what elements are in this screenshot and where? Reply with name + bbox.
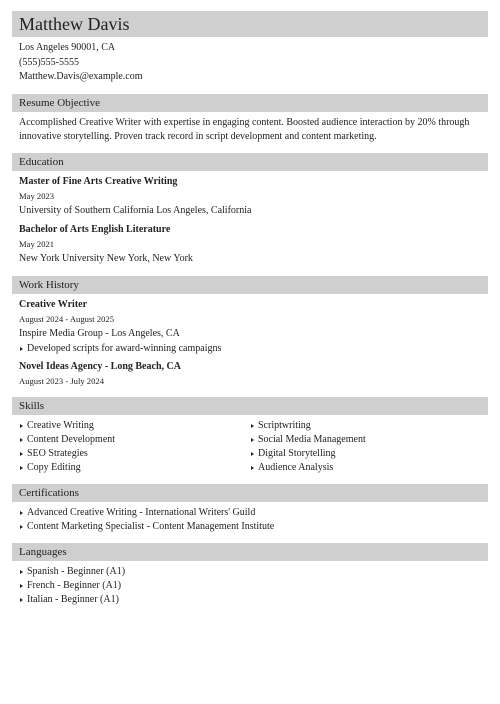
email: Matthew.Davis@example.com	[19, 71, 143, 82]
section-title: Education	[19, 155, 64, 168]
contact-info	[12, 37, 488, 85]
name-header	[12, 11, 488, 37]
skill-item: SEO Strategies	[19, 447, 250, 461]
education-entry	[19, 175, 481, 219]
skill-item: Creative Writing	[19, 419, 250, 433]
objective-text: Accomplished Creative Writer with expertise in engaging content. Boosted audience interaction by 20% through innovative storytelling. Proven track record in script development and content marketing.	[19, 116, 470, 142]
address: Los Angeles 90001, CA	[19, 42, 116, 53]
skill-item: Copy Editing	[19, 461, 250, 475]
job-dates: August 2023 - July 2024	[19, 375, 104, 386]
work-history-header	[12, 276, 488, 294]
languages-section	[12, 561, 488, 607]
certification-item: Content Marketing Specialist - Content Management Institute	[19, 520, 481, 534]
graduation-date: May 2021	[19, 238, 55, 249]
section-title: Languages	[19, 545, 67, 558]
job-title: Creative Writer	[19, 298, 88, 310]
skill-item: Social Media Management	[250, 433, 481, 447]
section-title: Certifications	[19, 486, 79, 499]
language-item: Spanish - Beginner (A1)	[19, 565, 481, 579]
skill-item: Digital Storytelling	[250, 447, 481, 461]
job-dates: August 2024 - August 2025	[19, 313, 115, 324]
school: University of Southern California Los Angeles, California	[19, 204, 252, 216]
language-item: Italian - Beginner (A1)	[19, 593, 481, 607]
certifications-list	[19, 506, 481, 534]
language-item: French - Beginner (A1)	[19, 579, 481, 593]
phone: (555)555-5555	[19, 56, 79, 68]
work-history-section	[12, 294, 488, 388]
degree: Master of Fine Arts Creative Writing	[19, 175, 178, 187]
job-bullets	[19, 342, 481, 356]
section-title: Skills	[19, 399, 45, 412]
languages-header	[12, 543, 488, 561]
skills-header	[12, 397, 488, 415]
skills-left-column	[19, 419, 250, 475]
work-entry	[19, 298, 481, 356]
candidate-name: Matthew Davis	[19, 13, 130, 34]
section-title: Resume Objective	[19, 96, 100, 109]
skills-right-column	[250, 419, 481, 475]
skills-section	[12, 415, 488, 475]
objective-header	[12, 94, 488, 112]
company: Inspire Media Group - Los Angeles, CA	[19, 327, 180, 339]
languages-list	[19, 565, 481, 607]
education-entry	[19, 223, 481, 267]
skill-item: Scriptwriting	[250, 419, 481, 433]
school: New York University New York, New York	[19, 252, 193, 264]
job-title: Novel Ideas Agency - Long Beach, CA	[19, 360, 181, 372]
degree: Bachelor of Arts English Literature	[19, 223, 171, 235]
education-section	[12, 171, 488, 267]
work-entry	[19, 360, 481, 388]
certifications-header	[12, 484, 488, 502]
skill-item: Audience Analysis	[250, 461, 481, 475]
education-header	[12, 153, 488, 171]
section-title: Work History	[19, 278, 79, 291]
job-bullet: Developed scripts for award-winning campaigns	[19, 342, 481, 356]
certifications-section	[12, 502, 488, 534]
objective-section	[12, 112, 488, 144]
skill-item: Content Development	[19, 433, 250, 447]
certification-item: Advanced Creative Writing - International Writers' Guild	[19, 506, 481, 520]
graduation-date: May 2023	[19, 190, 55, 201]
